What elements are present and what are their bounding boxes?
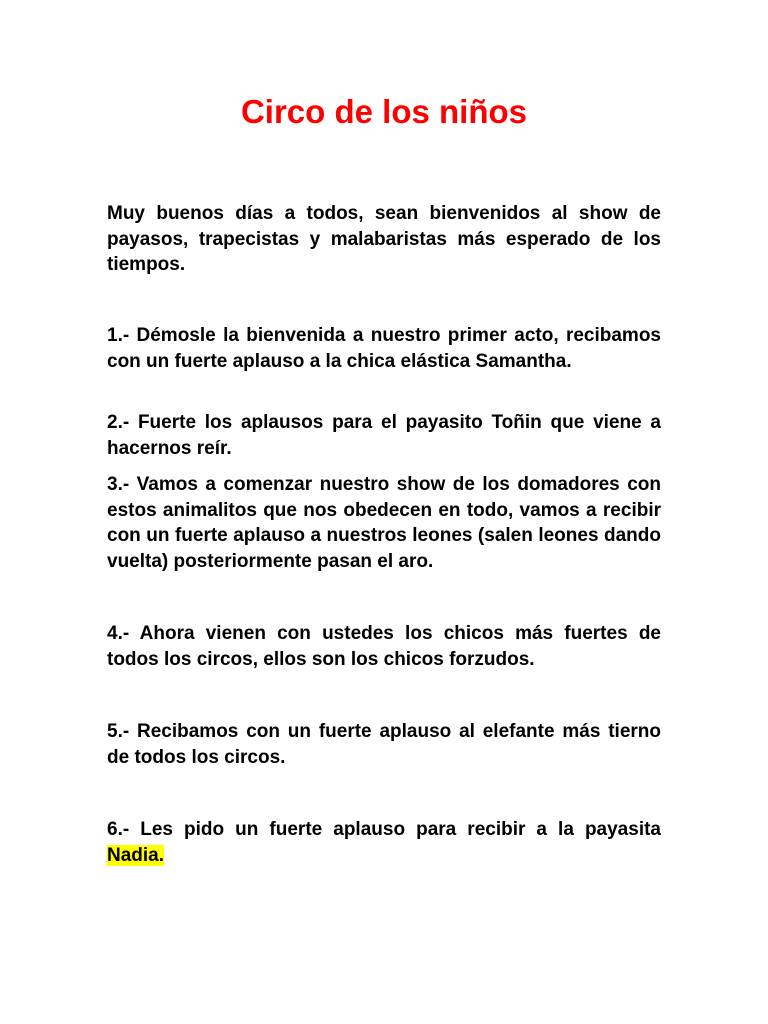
- list-item-1: 1.- Démosle la bienvenida a nuestro primer acto, recibamos con un fuerte aplauso a la chica elástica Samantha.: [107, 325, 661, 372]
- list-item-3: 3.- Vamos a comenzar nuestro show de los domadores con estos animalitos que nos obedecen en todo, vamos a recibir con un fuerte aplauso a nuestros leones (salen leones dando vuelta) posteriormente pasan el aro.: [107, 474, 661, 572]
- list-item-6: [107, 817, 661, 868]
- document-title: Circo de los niños: [240, 93, 528, 130]
- highlighted-name: Nadia.: [107, 844, 165, 866]
- list-item-2: 2.- Fuerte los aplausos para el payasito Toñin que viene a hacernos reír.: [107, 412, 661, 459]
- list-item-6-text: 6.- Les pido un fuerte aplauso para recibir a la payasita: [107, 819, 661, 840]
- intro-paragraph: Muy buenos días a todos, sean bienvenidos al show de payasos, trapecistas y malabaristas más esperado de los tiempos.: [107, 203, 661, 275]
- list-item-4: 4.- Ahora vienen con ustedes los chicos más fuertes de todos los circos, ellos son los chicos forzudos.: [107, 623, 661, 670]
- list-item-5: 5.- Recibamos con un fuerte aplauso al elefante más tierno de todos los circos.: [107, 721, 661, 768]
